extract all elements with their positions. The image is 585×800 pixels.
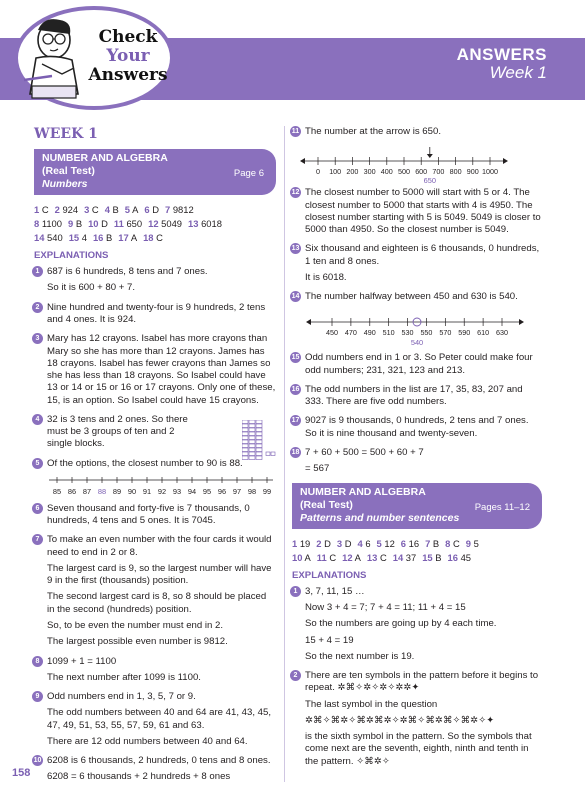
answer-value: 19 xyxy=(299,537,311,549)
tick-label: 510 xyxy=(382,328,395,338)
explanation-item xyxy=(292,126,542,138)
explanation-item xyxy=(292,352,542,377)
answer-number: 3 xyxy=(336,537,343,549)
explanation-text: The closest number to 5000 will start with 5 or 4. The closest number to 5000 that starts with 4 is 4950. The closest number starting with 5 is 5049. 5049 is closer to 5000 than 4950. So the closest number is 5049. xyxy=(305,187,541,236)
explanation-text: To make an even number with the four cards it would need to end in 2 or 8. xyxy=(47,534,272,558)
answer-number: 10 xyxy=(88,217,99,229)
answer-row xyxy=(292,537,542,551)
question-number-badge: 15 xyxy=(291,354,300,362)
tick-label: 500 xyxy=(398,167,410,177)
explanation-item xyxy=(34,458,276,496)
answer-value: B xyxy=(106,231,113,243)
tick-label: 92 xyxy=(157,486,167,496)
answer-number: 3 xyxy=(84,203,90,215)
tick-label: 86 xyxy=(67,486,77,496)
answer-value: C xyxy=(156,231,163,243)
explanation-text: So the next number is 19. xyxy=(305,650,415,662)
section-header-patterns: NUMBER AND ALGEBRA (Real Test) Patterns and number sentences Pages 11–12 xyxy=(292,483,542,529)
explanations-label: EXPLANATIONS xyxy=(34,249,109,261)
explanation-text: 6208 = 6 thousands + 2 hundreds + 8 ones xyxy=(47,771,231,783)
explanation-item xyxy=(34,302,276,327)
column-divider xyxy=(284,126,285,782)
answer-value: C xyxy=(379,551,387,563)
question-number-badge: 17 xyxy=(291,417,300,425)
answer-number: 14 xyxy=(34,231,45,243)
question-number-badge: 11 xyxy=(291,128,300,135)
explanation-text: Now 3 + 4 = 7; 7 + 4 = 11; 11 + 4 = 15 xyxy=(305,602,466,614)
answer-value: A xyxy=(130,231,138,243)
explanation-item xyxy=(34,534,276,648)
question-number-badge: 10 xyxy=(33,757,42,765)
header-title: ANSWERS xyxy=(456,45,547,64)
answer-number: 15 xyxy=(422,551,433,563)
answer-number: 14 xyxy=(392,551,404,563)
explanation-text: So it is 600 + 80 + 7. xyxy=(47,282,136,294)
explanation-list xyxy=(292,187,542,303)
answer-number: 1 xyxy=(34,203,40,215)
tick-label: 1000 xyxy=(482,167,498,177)
answer-number: 11 xyxy=(316,551,327,563)
answer-number: 8 xyxy=(445,537,451,549)
answer-number: 13 xyxy=(366,551,378,563)
question-number-badge: 8 xyxy=(32,656,43,667)
explanation-text: 9027 is 9 thousands, 0 hundreds, 2 tens and 7 ones. So it is nine thousand and twenty-seven. xyxy=(305,415,529,439)
answer-value: B xyxy=(112,203,119,215)
explanation-item xyxy=(292,415,542,440)
explanation-item xyxy=(34,266,276,295)
answer-value: 45 xyxy=(460,551,472,563)
answer-value: B xyxy=(435,551,442,563)
answer-value: 650 xyxy=(126,217,143,229)
tick-label: 900 xyxy=(466,167,479,177)
explanation-text: 32 is 3 tens and 2 ones. So there must be 3 groups of ten and 2 single blocks. xyxy=(47,413,188,450)
explanation-item xyxy=(292,187,542,236)
explanation-item xyxy=(34,755,276,784)
marked-value: 650 xyxy=(423,176,436,186)
explanation-text: It is 6018. xyxy=(305,271,347,283)
answer-value: D xyxy=(101,217,108,229)
explanation-text: Of the options, the closest number to 90 is 88. xyxy=(47,457,243,469)
tick-label: 88 xyxy=(97,486,107,496)
marked-value: 540 xyxy=(410,338,424,348)
number-line-14 xyxy=(292,310,542,350)
question-number-badge: 7 xyxy=(32,534,43,545)
question-number-badge: 2 xyxy=(32,302,43,313)
tick-label: 590 xyxy=(458,328,471,338)
left-column xyxy=(34,126,276,791)
right-column xyxy=(292,126,542,775)
explanation-list xyxy=(292,586,542,768)
answer-value: 924 xyxy=(62,203,79,215)
explanations-label: EXPLANATIONS xyxy=(292,569,367,581)
tick-label: 85 xyxy=(52,486,62,496)
answer-number: 1 xyxy=(292,537,298,549)
answer-row xyxy=(292,551,542,565)
answer-value: B xyxy=(75,217,83,229)
answer-value: C xyxy=(452,537,460,549)
answer-key xyxy=(292,537,542,565)
explanation-text: The largest possible even number is 9812. xyxy=(47,636,228,648)
explanation-text: So the numbers are going up by 4 each time. xyxy=(305,618,497,630)
question-number-badge: 18 xyxy=(291,448,300,456)
answer-value: 9812 xyxy=(172,203,194,215)
tick-label: 0 xyxy=(316,167,320,177)
explanation-text: Seven thousand and forty-five is 7 thousands, 0 hundreds, 4 tens and 5 ones. It is 7045. xyxy=(47,502,250,527)
answer-key xyxy=(34,203,276,245)
answer-value: 16 xyxy=(408,537,420,549)
answer-number: 15 xyxy=(68,231,80,243)
tick-label: 96 xyxy=(217,486,227,496)
explanation-text: Odd numbers end in 1 or 3. So Peter could make four odd numbers; 231, 321, 123 and 213. xyxy=(305,352,533,376)
explanation-text: Nine hundred and twenty-four is 9 hundreds, 2 tens and 4 ones. It is 924. xyxy=(47,301,266,325)
explanation-text: 3, 7, 11, 15 … xyxy=(305,585,365,597)
question-number-badge: 2 xyxy=(290,670,301,681)
answer-number: 12 xyxy=(148,217,159,229)
answer-value: 37 xyxy=(405,551,417,563)
answer-number: 17 xyxy=(118,231,129,243)
explanation-text: The number halfway between 450 and 630 is 540. xyxy=(305,291,518,303)
tick-label: 700 xyxy=(432,167,445,177)
answer-number: 10 xyxy=(292,551,303,563)
explanation-text: = 567 xyxy=(305,463,330,475)
explanation-text: The last symbol in the question xyxy=(305,698,438,710)
question-number-badge: 1 xyxy=(290,586,301,597)
answer-value: 1100 xyxy=(41,217,62,229)
tick-label: 91 xyxy=(142,486,152,496)
answer-number: 8 xyxy=(34,217,40,229)
answer-number: 18 xyxy=(143,231,154,243)
explanation-text: So, to be even the number must end in 2. xyxy=(47,620,223,632)
cartoon-boy-icon xyxy=(22,14,88,102)
answer-number: 5 xyxy=(376,537,382,549)
answer-value: C xyxy=(91,203,99,215)
question-number-badge: 6 xyxy=(32,503,43,514)
explanation-text: The second largest card is 8, so 8 should be placed in the second (hundreds) position. xyxy=(47,591,267,615)
answer-number: 2 xyxy=(54,203,60,215)
explanation-text: The odd numbers between 40 and 64 are 41, 43, 45, 47, 49, 51, 53, 55, 57, 59, 61 and 63. xyxy=(47,707,272,731)
answer-value: B xyxy=(432,537,440,549)
answer-value: 4 xyxy=(81,231,87,243)
answer-value: C xyxy=(329,551,337,563)
explanation-item xyxy=(34,656,276,685)
answer-value: 540 xyxy=(47,231,63,243)
answer-value: 6018 xyxy=(201,217,222,229)
tick-label: 90 xyxy=(127,486,137,496)
question-number-badge: 3 xyxy=(32,333,43,344)
explanation-item xyxy=(34,503,276,528)
answer-number: 9 xyxy=(68,217,74,229)
answer-number: 16 xyxy=(447,551,458,563)
answer-value: 5049 xyxy=(161,217,183,229)
tick-label: 93 xyxy=(172,486,182,496)
tick-label: 89 xyxy=(112,486,122,496)
tick-label: 530 xyxy=(401,328,414,338)
tick-label: 470 xyxy=(344,328,357,338)
tick-label: 450 xyxy=(326,328,338,338)
explanation-list xyxy=(292,352,542,475)
explanation-item xyxy=(292,447,542,476)
question-number-badge: 4 xyxy=(32,414,43,425)
explanation-text: 6208 is 6 thousands, 2 hundreds, 0 tens and 8 ones. xyxy=(47,755,271,767)
question-number-badge: 12 xyxy=(291,189,300,197)
explanation-item xyxy=(34,691,276,748)
tick-label: 99 xyxy=(262,486,272,496)
tick-label: 97 xyxy=(232,486,242,496)
explanation-text: 1099 + 1 = 1100 xyxy=(47,655,117,667)
answer-value: C xyxy=(41,203,49,215)
explanation-item xyxy=(292,243,542,284)
answer-number: 13 xyxy=(188,217,199,229)
answer-number: 7 xyxy=(425,537,431,549)
answer-value: A xyxy=(132,203,139,215)
section-page: Page 6 xyxy=(233,167,264,179)
tick-label: 600 xyxy=(415,167,428,177)
answer-number: 2 xyxy=(316,537,322,549)
page-number: 158 xyxy=(12,767,31,779)
answer-row xyxy=(34,217,276,231)
number-line-5 xyxy=(47,474,277,496)
explanation-text: The number at the arrow is 650. xyxy=(305,126,441,137)
explanation-text: There are ten symbols in the pattern before it begins to repeat. ✲⌘✧✲✧✲✧✲✲✦ xyxy=(305,670,539,694)
explanation-text: The odd numbers in the list are 17, 35, 83, 207 and 333. There are five odd numbers. xyxy=(305,383,523,408)
tick-label: 800 xyxy=(449,167,462,177)
explanation-list xyxy=(292,126,542,138)
explanation-text: The next number after 1099 is 1100. xyxy=(47,671,201,683)
explanation-text: Six thousand and eighteen is 6 thousands, 0 hundreds, 1 ten and 8 ones. xyxy=(305,243,540,267)
answer-row xyxy=(34,203,276,217)
tick-label: 570 xyxy=(439,328,452,338)
answer-number: 12 xyxy=(342,551,353,563)
question-number-badge: 16 xyxy=(291,385,300,393)
answer-value: 12 xyxy=(384,537,395,549)
answer-number: 4 xyxy=(104,203,110,215)
explanation-item xyxy=(292,586,542,663)
answer-number: 6 xyxy=(144,203,150,215)
question-number-badge: 14 xyxy=(291,293,300,301)
tick-label: 490 xyxy=(363,328,376,338)
tick-label: 94 xyxy=(187,486,197,496)
explanation-text: The largest card is 9, so the largest number will have 9 in the first (thousands) position. xyxy=(47,562,272,587)
question-number-badge: 1 xyxy=(32,266,43,277)
answer-number: 7 xyxy=(164,203,171,215)
explanation-text: 15 + 4 = 19 xyxy=(305,634,354,646)
explanation-item xyxy=(34,414,276,451)
explanation-item xyxy=(292,670,542,768)
explanation-text: Mary has 12 crayons. Isabel has more crayons than Mary so she has more than 12 crayons. James has 18 crayons. Isabel has fewer crayons than James so she has less than 18 crayons. So Isabel could have 13 or 14 or 15 or 16 or 17 crayons. Only one of these, 15, is an option. So Isabel could have 15 crayons. xyxy=(47,333,276,406)
answer-value: D xyxy=(152,203,159,215)
question-number-badge: 9 xyxy=(32,691,43,702)
explanation-text: 7 + 60 + 500 = 500 + 60 + 7 xyxy=(305,446,424,458)
tick-label: 400 xyxy=(380,167,393,177)
number-line-11 xyxy=(292,145,542,185)
answer-number: 11 xyxy=(113,217,124,229)
answer-number: 5 xyxy=(124,203,131,215)
tick-label: 610 xyxy=(477,328,490,338)
explanation-item xyxy=(34,333,276,407)
explanation-list xyxy=(34,266,276,784)
explanation-text: Odd numbers end in 1, 3, 5, 7 or 9. xyxy=(47,691,196,703)
week-title: WEEK 1 xyxy=(34,126,98,142)
tick-label: 98 xyxy=(247,486,257,496)
explanation-text: is the sixth symbol in the pattern. So the symbols that come next are the seventh, eighth, ninth and tenth in the pattern. ✧⌘✲✧ xyxy=(305,731,532,767)
answer-value: A xyxy=(304,551,311,563)
tick-label: 630 xyxy=(496,328,508,338)
tick-label: 95 xyxy=(202,486,212,496)
answer-value: D xyxy=(344,537,352,549)
explanation-item xyxy=(292,291,542,303)
answer-row xyxy=(34,231,276,245)
check-your-answers-logo: Check Your Answers xyxy=(88,27,168,85)
answer-number: 4 xyxy=(357,537,363,549)
explanation-text: 687 is 6 hundreds, 8 tens and 7 ones. xyxy=(47,266,208,278)
question-number-badge: 5 xyxy=(32,458,43,469)
tick-label: 550 xyxy=(420,328,433,338)
tick-label: 300 xyxy=(363,167,376,177)
tick-label: 200 xyxy=(346,167,359,177)
answer-number: 6 xyxy=(400,537,407,549)
header-week: Week 1 xyxy=(489,63,547,82)
answer-value: 6 xyxy=(365,537,371,549)
section-header-numbers: NUMBER AND ALGEBRA (Real Test) Numbers Page 6 xyxy=(34,149,276,195)
answer-value: D xyxy=(324,537,331,549)
explanation-text: There are 12 odd numbers between 40 and 64. xyxy=(47,735,248,747)
tick-label: 100 xyxy=(329,167,342,177)
section-page: Pages 11–12 xyxy=(474,501,530,513)
answer-value: 5 xyxy=(473,537,479,549)
explanation-item xyxy=(292,384,542,409)
answer-number: 16 xyxy=(92,231,104,243)
answer-value: A xyxy=(354,551,361,563)
answer-number: 9 xyxy=(465,537,471,549)
question-number-badge: 13 xyxy=(291,245,300,253)
tick-label: 87 xyxy=(82,486,92,496)
explanation-text: ✲⌘✧⌘✲✧⌘✲⌘✲✧✲⌘✧⌘✲⌘✧⌘✲✧✦ xyxy=(305,714,495,726)
